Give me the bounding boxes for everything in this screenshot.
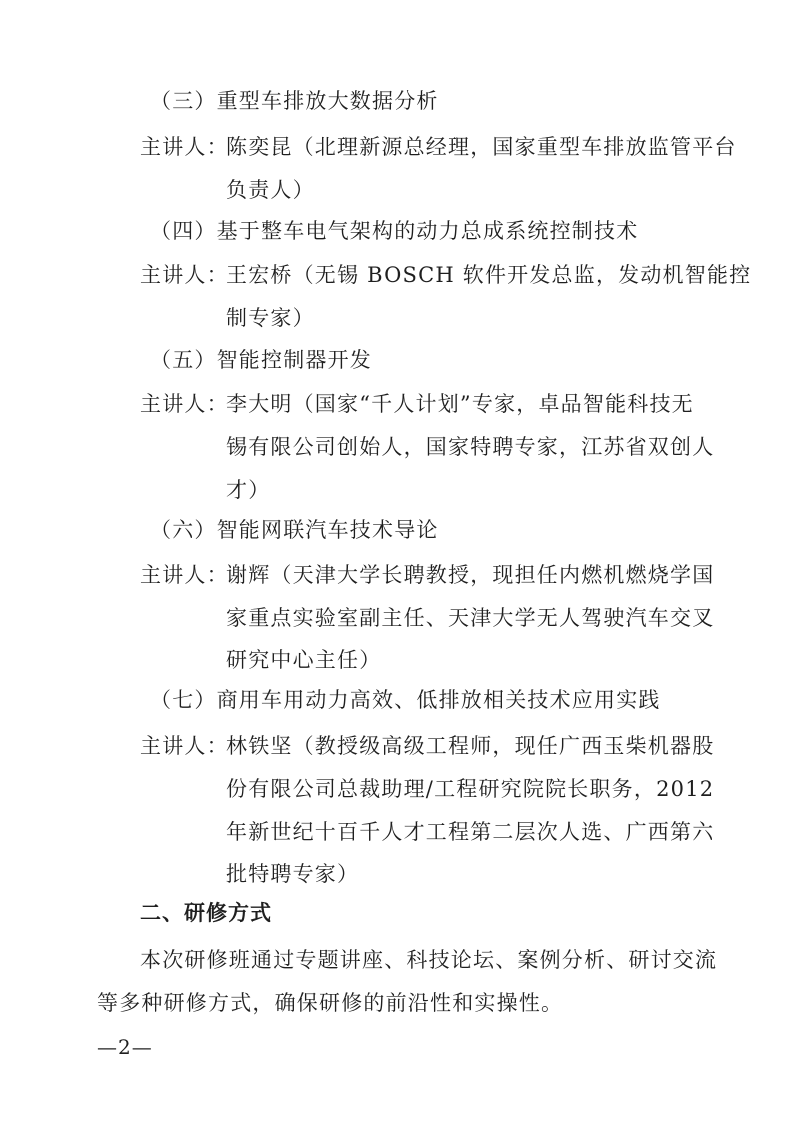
method-paragraph-line: 等多种研修方式，确保研修的前沿性和实操性。	[97, 991, 564, 1015]
speaker-info-line: 负责人）	[226, 178, 315, 202]
speaker-label: 主讲人：	[140, 263, 229, 287]
speaker-info-line: 批特聘专家）	[226, 862, 360, 886]
speaker-info-line: 才）	[226, 478, 271, 502]
method-heading: 二、研修方式	[140, 900, 272, 925]
speaker-label: 主讲人：	[140, 392, 229, 416]
speaker-label: 主讲人：	[140, 563, 229, 587]
section-title: （三）重型车排放大数据分析	[150, 89, 439, 113]
speaker-info-line: 李大明（国家“千人计划”专家，卓品智能科技无	[226, 392, 694, 416]
section-title: （六）智能网联汽车技术导论	[150, 518, 439, 542]
method-paragraph-line: 本次研修班通过专题讲座、科技论坛、案例分析、研讨交流	[140, 948, 718, 972]
speaker-info-line: 年新世纪十百千人才工程第二层次人选、广西第六	[226, 820, 715, 844]
speaker-info-line: 研究中心主任）	[226, 648, 382, 672]
speaker-info-line: 锡有限公司创始人，国家特聘专家，江苏省双创人	[226, 435, 715, 459]
speaker-label: 主讲人：	[140, 135, 229, 159]
speaker-info-line: 陈奕昆（北理新源总经理，国家重型车排放监管平台	[226, 135, 737, 159]
speaker-info-line: 家重点实验室副主任、天津大学无人驾驶汽车交叉	[226, 606, 715, 630]
speaker-info-line: 王宏桥（无锡 BOSCH 软件开发总监，发动机智能控	[226, 263, 752, 287]
speaker-label: 主讲人：	[140, 734, 229, 758]
page-number: —2—	[97, 1035, 153, 1059]
speaker-info-line: 谢辉（天津大学长聘教授，现担任内燃机燃烧学国	[226, 563, 715, 587]
speaker-info-line: 林铁坚（教授级高级工程师，现任广西玉柴机器股	[226, 734, 715, 758]
section-title: （七）商用车用动力高效、低排放相关技术应用实践	[150, 688, 661, 712]
section-title: （四）基于整车电气架构的动力总成系统控制技术	[150, 219, 639, 243]
section-title: （五）智能控制器开发	[150, 348, 372, 372]
speaker-info-line: 制专家）	[226, 306, 315, 330]
speaker-info-line: 份有限公司总裁助理/工程研究院院长职务，2012	[226, 777, 715, 801]
